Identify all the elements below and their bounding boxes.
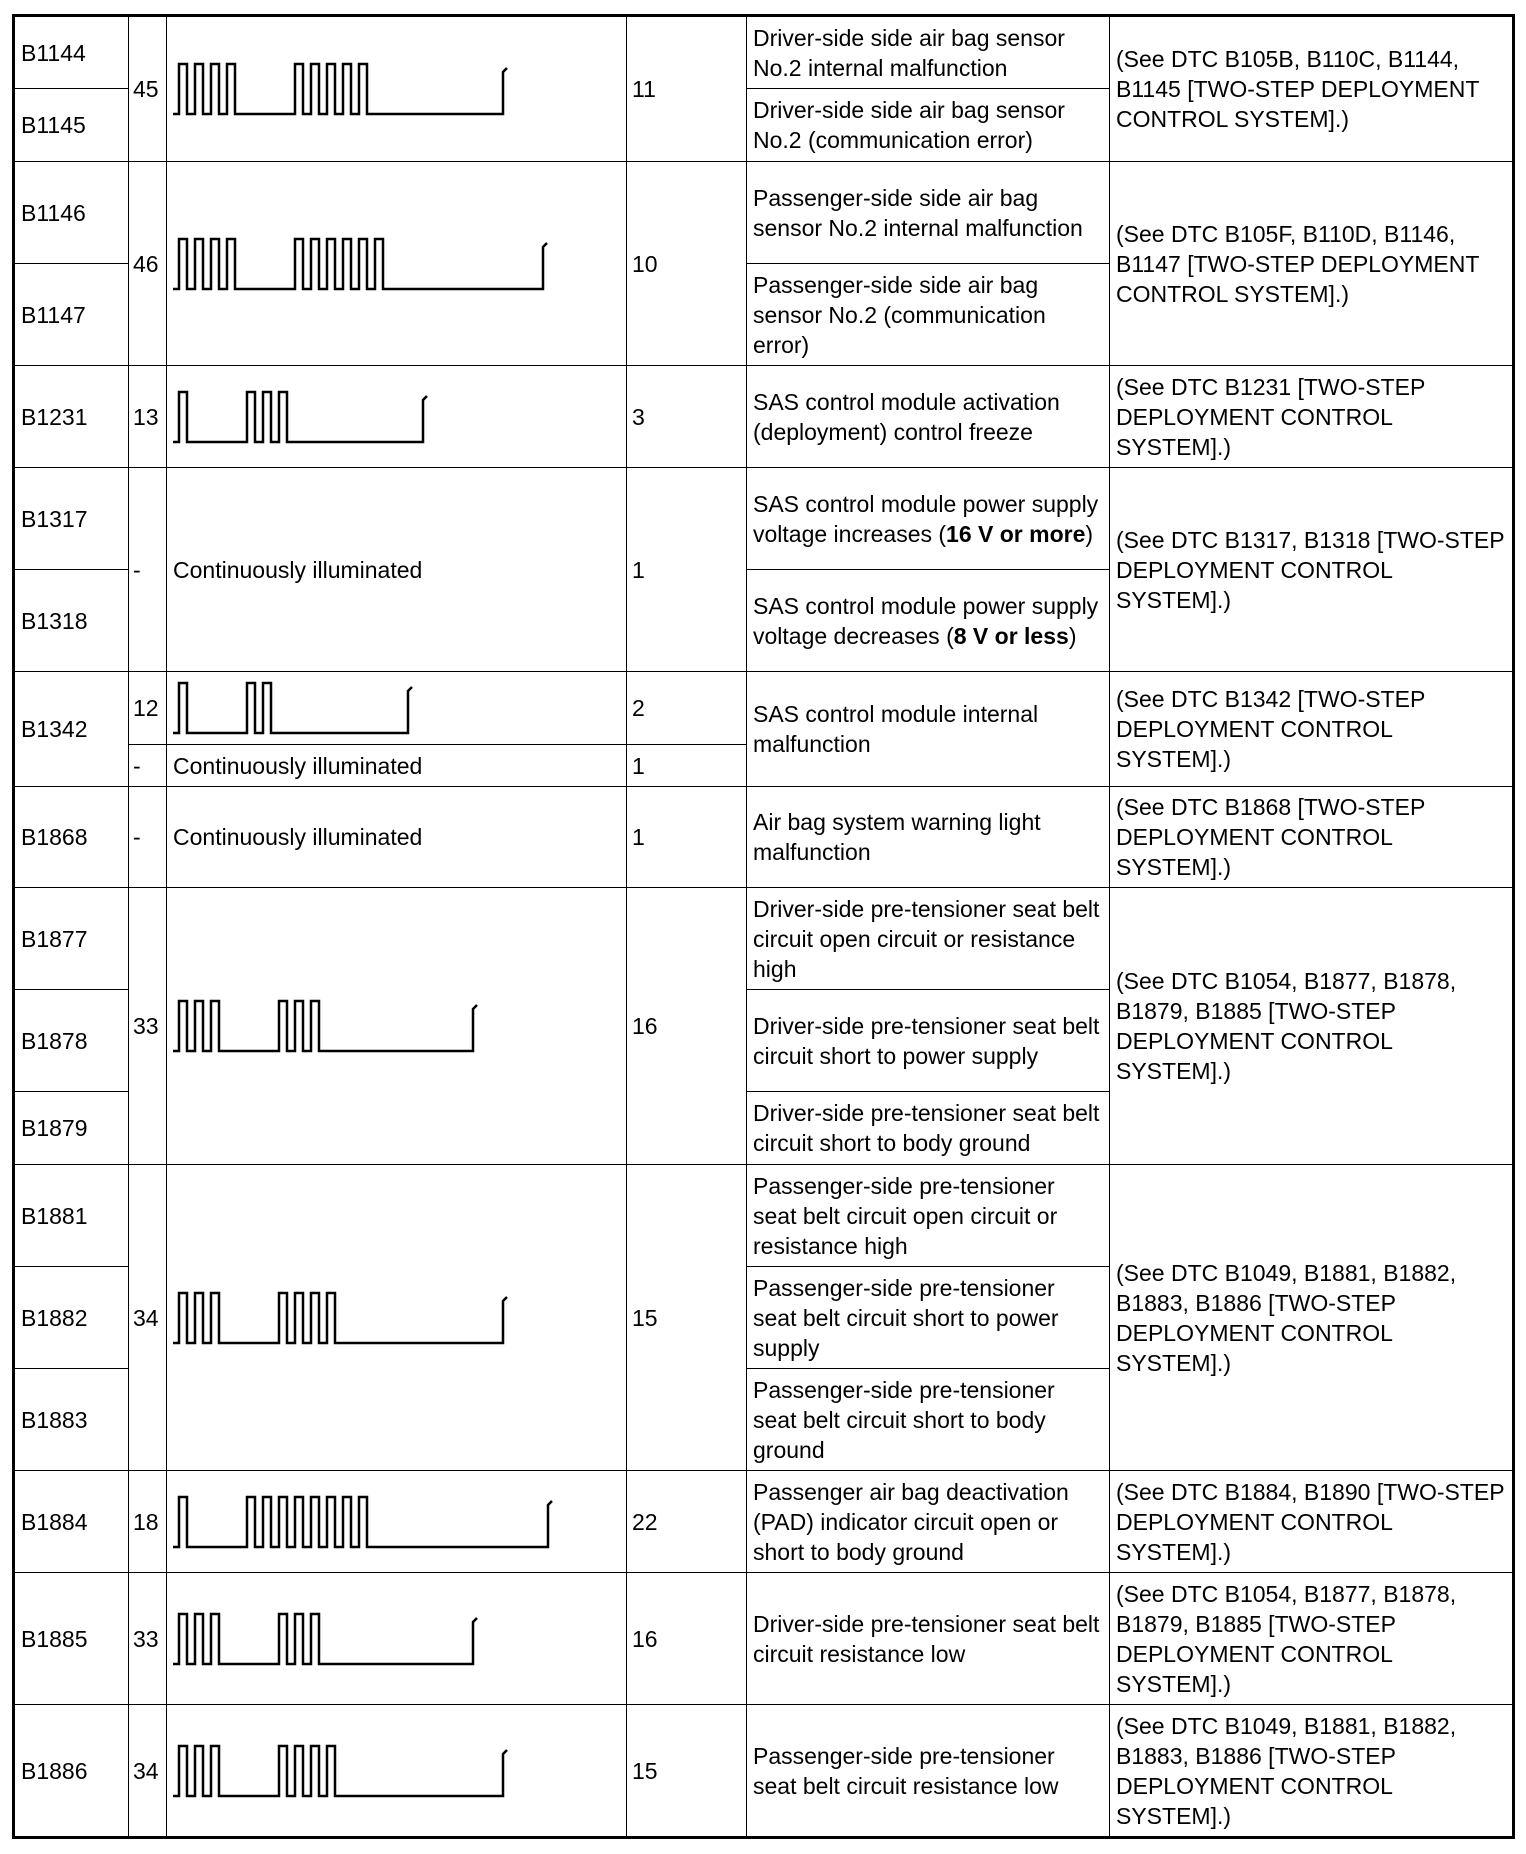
flash-pattern: [167, 1705, 627, 1838]
code-id: 34: [129, 1705, 167, 1838]
malfunction: Driver-side pre-tensioner seat belt circuit short to body ground: [747, 1092, 1110, 1165]
flash-count: 15: [627, 1705, 747, 1838]
flash-count: 1: [627, 787, 747, 888]
reference: (See DTC B1342 [TWO-STEP DEPLOYMENT CONTROL SYSTEM].): [1110, 672, 1514, 787]
dtc-code: B1318: [14, 570, 129, 672]
dtc-code: B1144: [14, 16, 129, 89]
flash-count: 10: [627, 162, 747, 366]
malfunction: Passenger-side pre-tensioner seat belt circuit short to body ground: [747, 1369, 1110, 1471]
dtc-code: B1877: [14, 888, 129, 990]
code-id: 34: [129, 1165, 167, 1471]
malfunction: Air bag system warning light malfunction: [747, 787, 1110, 888]
malfunction: [747, 570, 1110, 672]
table-row: [14, 1165, 1514, 1267]
reference: (See DTC B1231 [TWO-STEP DEPLOYMENT CONTROL SYSTEM].): [1110, 366, 1514, 468]
waveform-line: [173, 1293, 507, 1343]
code-id: 13: [129, 366, 167, 468]
table-row: [14, 1573, 1514, 1705]
malfunction-text-end: ): [1068, 622, 1077, 649]
malfunction: Passenger-side side air bag sensor No.2 (communication error): [747, 264, 1110, 366]
flash-count: 16: [627, 1573, 747, 1705]
flash-pattern-waveform: [171, 1740, 511, 1802]
code-id: 33: [129, 1573, 167, 1705]
malfunction-text: SAS control module power supply voltage decreases (: [753, 592, 1099, 649]
reference: (See DTC B1884, B1890 [TWO-STEP DEPLOYMENT CONTROL SYSTEM].): [1110, 1471, 1514, 1573]
waveform-line: [173, 1746, 507, 1796]
code-id: 46: [129, 162, 167, 366]
table-row: [14, 162, 1514, 264]
dtc-code: B1342: [14, 672, 129, 787]
flash-count: 22: [627, 1471, 747, 1573]
table-row: [14, 1471, 1514, 1573]
reference: (See DTC B1049, B1881, B1882, B1883, B1886 [TWO-STEP DEPLOYMENT CONTROL SYSTEM].): [1110, 1165, 1514, 1471]
malfunction: Passenger-side pre-tensioner seat belt circuit short to power supply: [747, 1267, 1110, 1369]
flash-pattern: [167, 162, 627, 366]
flash-count: 11: [627, 16, 747, 162]
code-id: 45: [129, 16, 167, 162]
code-id: -: [129, 787, 167, 888]
dtc-code: B1885: [14, 1573, 129, 1705]
code-id: 18: [129, 1471, 167, 1573]
flash-pattern-waveform: [171, 995, 481, 1057]
voltage-threshold: 8 V or less: [953, 622, 1069, 649]
waveform-line: [173, 1614, 477, 1664]
waveform-line: [173, 64, 507, 114]
flash-pattern-text: Continuously illuminated: [167, 745, 627, 787]
dtc-code: B1882: [14, 1267, 129, 1369]
dtc-code: B1145: [14, 89, 129, 162]
dtc-code: B1231: [14, 366, 129, 468]
malfunction-text: SAS control module power supply voltage increases (: [753, 490, 1099, 547]
dtc-code: B1868: [14, 787, 129, 888]
malfunction: Passenger-side pre-tensioner seat belt circuit resistance low: [747, 1705, 1110, 1838]
flash-pattern-waveform: [171, 233, 551, 295]
dtc-code: B1886: [14, 1705, 129, 1838]
dtc-code: B1884: [14, 1471, 129, 1573]
flash-pattern-waveform: [171, 677, 416, 739]
malfunction: Driver-side pre-tensioner seat belt circuit resistance low: [747, 1573, 1110, 1705]
waveform-line: [173, 392, 427, 442]
reference: (See DTC B1868 [TWO-STEP DEPLOYMENT CONTROL SYSTEM].): [1110, 787, 1514, 888]
malfunction: Driver-side side air bag sensor No.2 internal malfunction: [747, 16, 1110, 89]
flash-pattern: [167, 672, 627, 745]
malfunction: Driver-side side air bag sensor No.2 (communication error): [747, 89, 1110, 162]
malfunction-text-end: ): [1085, 520, 1094, 547]
dtc-code: B1883: [14, 1369, 129, 1471]
flash-pattern-waveform: [171, 1287, 511, 1349]
malfunction: Passenger-side side air bag sensor No.2 internal malfunction: [747, 162, 1110, 264]
flash-pattern-text: Continuously illuminated: [167, 468, 627, 672]
waveform-line: [173, 1497, 552, 1547]
flash-count: 16: [627, 888, 747, 1165]
reference: (See DTC B105B, B110C, B1144, B1145 [TWO-STEP DEPLOYMENT CONTROL SYSTEM].): [1110, 16, 1514, 162]
flash-count: 15: [627, 1165, 747, 1471]
code-id: 33: [129, 888, 167, 1165]
table-row: [14, 16, 1514, 89]
flash-count: 3: [627, 366, 747, 468]
flash-pattern-waveform: [171, 1491, 556, 1553]
malfunction: Driver-side pre-tensioner seat belt circuit short to power supply: [747, 990, 1110, 1092]
table-row: [14, 888, 1514, 990]
table-row: [14, 366, 1514, 468]
reference: (See DTC B1317, B1318 [TWO-STEP DEPLOYMENT CONTROL SYSTEM].): [1110, 468, 1514, 672]
flash-pattern-text: Continuously illuminated: [167, 787, 627, 888]
dtc-code: B1146: [14, 162, 129, 264]
malfunction: SAS control module activation (deployment) control freeze: [747, 366, 1110, 468]
dtc-code: B1881: [14, 1165, 129, 1267]
table-row: [14, 787, 1514, 888]
table-row: [14, 1705, 1514, 1838]
dtc-code: B1879: [14, 1092, 129, 1165]
flash-pattern: [167, 1573, 627, 1705]
reference: (See DTC B105F, B110D, B1146, B1147 [TWO-STEP DEPLOYMENT CONTROL SYSTEM].): [1110, 162, 1514, 366]
flash-pattern: [167, 888, 627, 1165]
flash-pattern: [167, 16, 627, 162]
malfunction: Passenger-side pre-tensioner seat belt circuit open circuit or resistance high: [747, 1165, 1110, 1267]
flash-count: 1: [627, 745, 747, 787]
waveform-line: [173, 1001, 477, 1051]
table-row: [14, 672, 1514, 745]
reference: (See DTC B1049, B1881, B1882, B1883, B1886 [TWO-STEP DEPLOYMENT CONTROL SYSTEM].): [1110, 1705, 1514, 1838]
waveform-line: [173, 683, 412, 733]
malfunction: [747, 468, 1110, 570]
dtc-table: [12, 14, 1515, 1839]
flash-pattern: [167, 1471, 627, 1573]
flash-count: 1: [627, 468, 747, 672]
flash-pattern-waveform: [171, 1608, 481, 1670]
reference: (See DTC B1054, B1877, B1878, B1879, B1885 [TWO-STEP DEPLOYMENT CONTROL SYSTEM].): [1110, 888, 1514, 1165]
malfunction: Driver-side pre-tensioner seat belt circuit open circuit or resistance high: [747, 888, 1110, 990]
dtc-code: B1878: [14, 990, 129, 1092]
dtc-code: B1147: [14, 264, 129, 366]
code-id: -: [129, 468, 167, 672]
dtc-code: B1317: [14, 468, 129, 570]
flash-pattern-waveform: [171, 386, 431, 448]
flash-pattern-waveform: [171, 58, 511, 120]
reference: (See DTC B1054, B1877, B1878, B1879, B1885 [TWO-STEP DEPLOYMENT CONTROL SYSTEM].): [1110, 1573, 1514, 1705]
flash-count: 2: [627, 672, 747, 745]
malfunction: SAS control module internal malfunction: [747, 672, 1110, 787]
table-row: [14, 468, 1514, 570]
code-id: 12: [129, 672, 167, 745]
flash-pattern: [167, 1165, 627, 1471]
waveform-line: [173, 239, 547, 289]
flash-pattern: [167, 366, 627, 468]
malfunction: Passenger air bag deactivation (PAD) indicator circuit open or short to body ground: [747, 1471, 1110, 1573]
voltage-threshold: 16 V or more: [946, 520, 1086, 547]
code-id: -: [129, 745, 167, 787]
